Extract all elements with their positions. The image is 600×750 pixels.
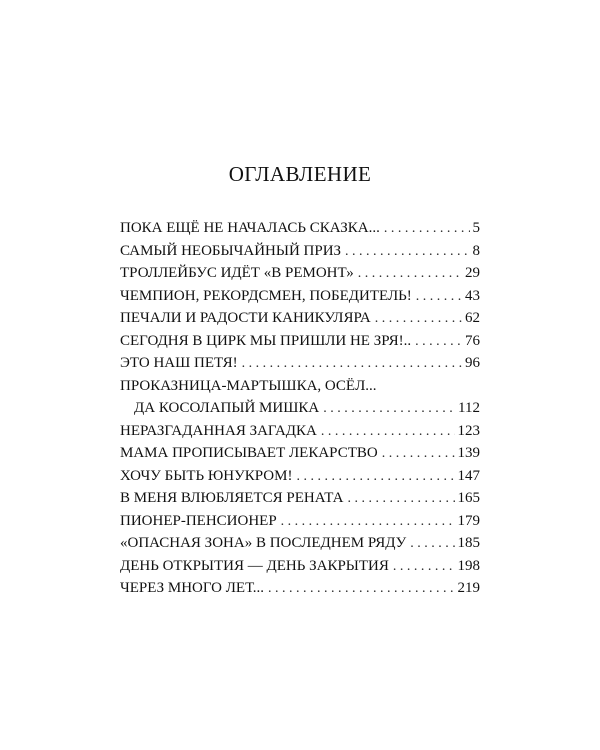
dot-leader: [358, 263, 462, 286]
toc-entry: [120, 217, 480, 240]
toc-entry-page: 112: [458, 400, 480, 416]
toc-entry-page: 5: [472, 220, 480, 236]
dot-leader: [416, 286, 462, 309]
toc-entry: [120, 487, 480, 510]
toc-entry-page: 179: [457, 512, 480, 529]
toc-entry-title: САМЫЙ НЕОБЫЧАЙНЫЙ ПРИЗ: [120, 242, 342, 259]
toc-entry-page: 76: [465, 332, 480, 349]
toc-entry-title: ТРОЛЛЕЙБУС ИДЁТ «В РЕМОНТ»: [120, 265, 354, 281]
dot-leader: [345, 241, 469, 264]
toc-entry-title: ПЕЧАЛИ И РАДОСТИ КАНИКУЛЯРА: [120, 310, 371, 326]
toc-entry-page: 147: [457, 467, 480, 484]
dot-leader: [323, 398, 455, 421]
toc-entry-page: 165: [457, 490, 480, 506]
toc-entry-title: ЧЕМПИОН, РЕКОРДСМЕН, ПОБЕДИТЕЛЬ!: [120, 287, 412, 304]
toc-entry: [120, 240, 480, 263]
toc-entry-title: ПИОНЕР-ПЕНСИОНЕР: [120, 512, 277, 529]
toc-entry-page: 43: [465, 287, 480, 304]
toc-entry-page: 219: [457, 580, 480, 596]
toc-entry-title: МАМА ПРОПИСЫВАЕТ ЛЕКАРСТВО: [120, 445, 378, 461]
toc-entry-page: 198: [457, 557, 480, 574]
dot-leader: [393, 556, 455, 579]
toc-entry: [120, 465, 480, 488]
dot-leader: [268, 578, 455, 601]
toc-entry-page: 96: [465, 355, 480, 371]
toc-entry-title: СЕГОДНЯ В ЦИРК МЫ ПРИШЛИ НЕ ЗРЯ!..: [120, 332, 412, 349]
toc-entry-page: 29: [465, 265, 480, 281]
toc-entry-title: «ОПАСНАЯ ЗОНА» В ПОСЛЕДНЕМ РЯДУ: [120, 535, 407, 551]
toc-entry: [120, 330, 480, 353]
toc-entry: [120, 352, 480, 375]
dot-leader: [410, 533, 454, 556]
toc-entry: [120, 285, 480, 308]
toc-entry-title: ДА КОСОЛАПЫЙ МИШКА: [134, 400, 320, 416]
toc-entry-page: 123: [457, 422, 480, 439]
toc-entry-title: ПОКА ЕЩЁ НЕ НАЧАЛАСЬ СКАЗКА...: [120, 220, 380, 236]
toc-entry-page: 8: [472, 242, 480, 259]
dot-leader: [375, 308, 462, 331]
toc-entry: [120, 577, 480, 600]
toc-entry: [120, 532, 480, 555]
toc-entry-title: ХОЧУ БЫТЬ ЮНУКРОМ!: [120, 467, 293, 484]
toc-entry-title: ЧЕРЕЗ МНОГО ЛЕТ...: [120, 580, 264, 596]
toc-entry-title: ДЕНЬ ОТКРЫТИЯ — ДЕНЬ ЗАКРЫТИЯ: [120, 557, 389, 574]
table-of-contents: [120, 217, 480, 600]
toc-entry-title: НЕРАЗГАДАННАЯ ЗАГАДКА: [120, 422, 317, 439]
toc-entry: [120, 555, 480, 578]
toc-entry-page: 185: [457, 535, 480, 551]
toc-entry-multiline: [120, 375, 480, 420]
toc-entry: [120, 510, 480, 533]
dot-leader: [242, 353, 462, 376]
dot-leader: [382, 443, 455, 466]
dot-leader: [321, 421, 455, 444]
dot-leader: [296, 466, 454, 489]
toc-entry-page: 62: [465, 310, 480, 326]
toc-entry: [120, 442, 480, 465]
toc-entry: [120, 262, 480, 285]
toc-entry-page: 139: [457, 445, 480, 461]
dot-leader: [347, 488, 454, 511]
toc-entry-title: ЭТО НАШ ПЕТЯ!: [120, 355, 238, 371]
toc-entry: [120, 420, 480, 443]
dot-leader: [281, 511, 455, 534]
toc-heading: ОГЛАВЛЕНИЕ: [228, 162, 372, 186]
toc-entry-title-line1: ПРОКАЗНИЦА-МАРТЫШКА, ОСЁЛ...: [120, 377, 377, 394]
dot-leader: [415, 331, 462, 354]
toc-entry-title: В МЕНЯ ВЛЮБЛЯЕТСЯ РЕНАТА: [120, 490, 344, 506]
toc-entry: [120, 307, 480, 330]
dot-leader: [384, 218, 470, 241]
